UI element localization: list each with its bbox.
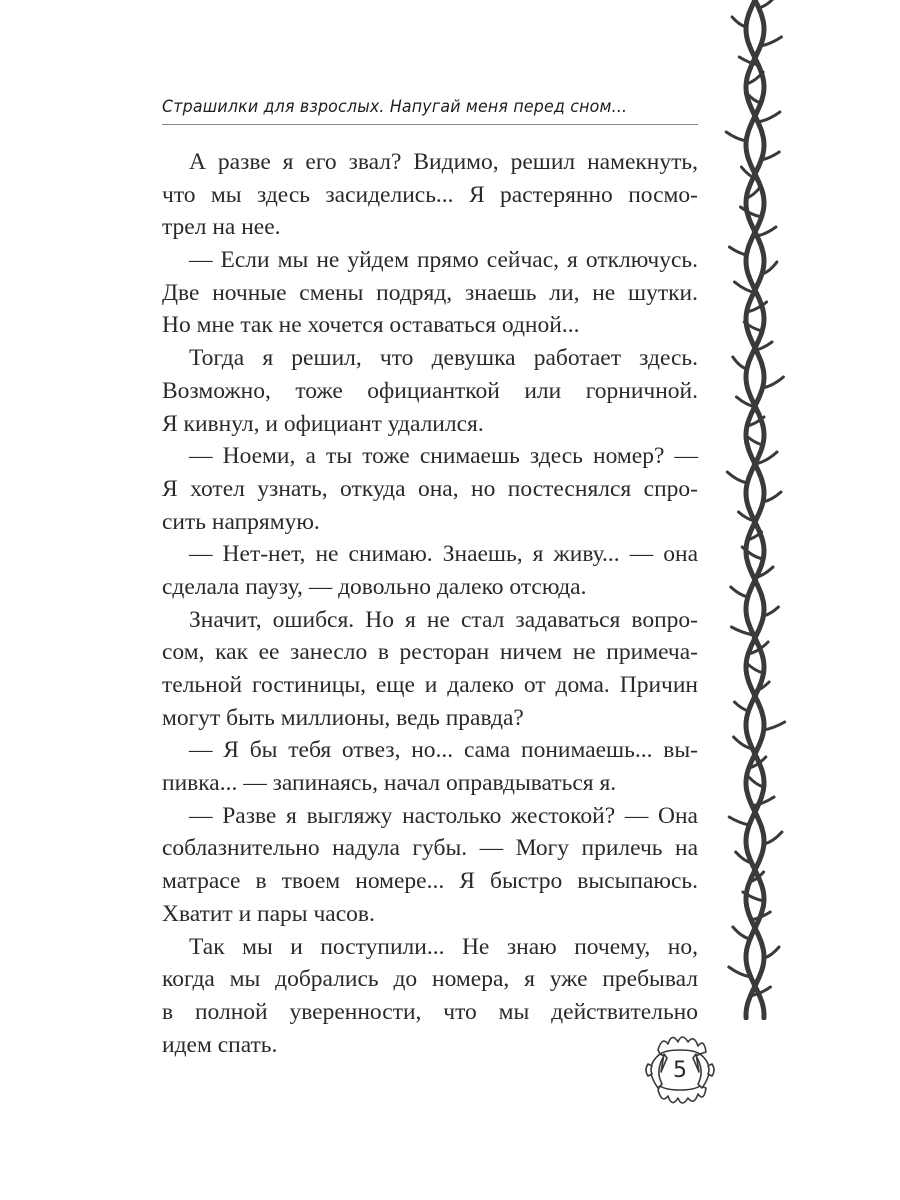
page-number: 5 xyxy=(673,1057,687,1083)
text-line: Так мы и поступили... Не знаю почему, но, xyxy=(189,933,698,960)
text-line: Тогда я решил, что девушка работает здесь. xyxy=(189,345,698,372)
text-line: — Разве я выгляжу настолько жестокой? — Она xyxy=(189,802,698,829)
text-line: что мы здесь засиделись... Я растерянно посмо- xyxy=(162,181,698,208)
thorn-vine-icon xyxy=(722,0,788,1020)
text-line: идем спать. xyxy=(162,1031,278,1058)
text-line: когда мы добрались до номера, я уже пребывал xyxy=(162,966,698,993)
text-line: в полной уверенности, что мы действительно xyxy=(162,998,698,1025)
text-line: А разве я его звал? Видимо, решил намекнуть, xyxy=(189,149,698,175)
body-text xyxy=(162,146,698,1061)
text-line: Я кивнул, и официант удалился. xyxy=(162,410,484,437)
page-number-badge xyxy=(634,1024,726,1116)
text-line: Я хотел узнать, откуда она, но постеснялся спро- xyxy=(162,475,698,502)
text-line: Хватит и пары часов. xyxy=(162,900,375,927)
running-head xyxy=(162,96,698,125)
text-line: могут быть миллионы, ведь правда? xyxy=(162,704,524,731)
text-line: сить напрямую. xyxy=(162,508,320,535)
text-line: — Я бы тебя отвез, но... сама понимаешь... вы- xyxy=(189,737,698,764)
text-line: Две ночные смены подряд, знаешь ли, не шутки. xyxy=(162,279,698,306)
text-line: пивка... — запинаясь, начал оправдываться я. xyxy=(162,770,617,797)
text-line: Значит, ошибся. Но я не стал задаваться вопро- xyxy=(189,606,698,633)
text-line: матрасе в твоем номере... Я быстро высыпаюсь. xyxy=(162,868,698,895)
running-head-title: Страшилки для взрослых. Напугай меня перед сном... xyxy=(162,97,628,117)
text-line: Возможно, тоже официанткой или горничной. xyxy=(162,377,698,404)
text-line: Но мне так не хочется оставаться одной... xyxy=(162,312,580,339)
text-line: — Ноеми, а ты тоже снимаешь здесь номер? — xyxy=(189,443,698,470)
text-line: — Нет-нет, не снимаю. Знаешь, я живу... — она xyxy=(189,541,698,568)
text-line: сделала паузу, — довольно далеко отсюда. xyxy=(162,573,587,600)
text-line: тельной гостиницы, еще и далеко от дома. Причин xyxy=(162,672,698,698)
text-line: соблазнительно надула губы. — Могу прилечь на xyxy=(162,835,698,862)
text-line: — Если мы не уйдем прямо сейчас, я отключусь. xyxy=(189,247,698,274)
text-line: трел на нее. xyxy=(162,214,281,241)
text-line: сом, как ее занесло в ресторан ничем не примеча- xyxy=(162,639,698,666)
